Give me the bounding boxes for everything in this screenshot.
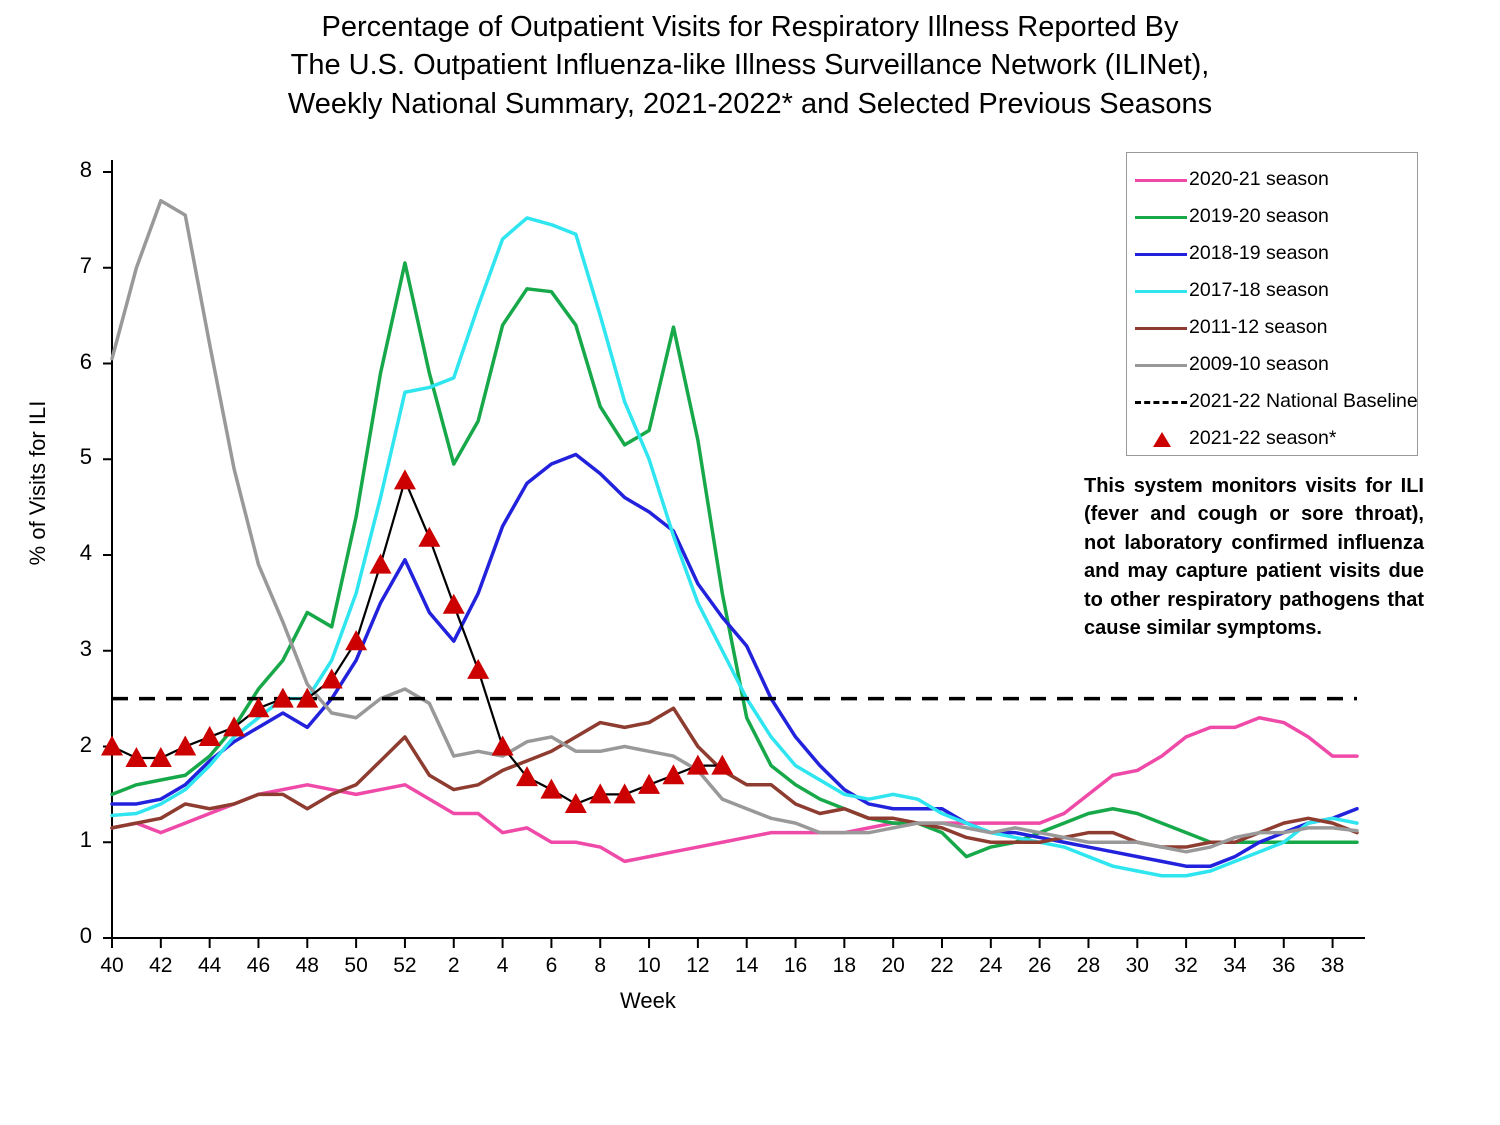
legend-label: 2009-10 season [1189, 353, 1329, 375]
x-tick-label: 48 [295, 954, 319, 977]
x-axis-label: Week [620, 988, 676, 1013]
x-tick-label: 50 [344, 954, 368, 977]
legend-item[interactable] [1127, 272, 1417, 309]
x-tick-label: 4 [496, 954, 509, 977]
title-line-1: Percentage of Outpatient Visits for Respiratory Illness Reported By [321, 11, 1179, 43]
x-tick-label: 38 [1320, 954, 1345, 977]
y-tick-label: 4 [79, 540, 92, 565]
y-tick-label: 7 [79, 252, 92, 278]
x-tick-label: 28 [1076, 954, 1101, 977]
legend-item[interactable] [1127, 161, 1417, 198]
x-tick-label: 14 [735, 954, 759, 977]
x-tick-label: 20 [881, 954, 905, 977]
legend-item[interactable] [1127, 346, 1417, 383]
legend-swatch-line-icon [1135, 171, 1187, 189]
x-tick-label: 42 [149, 954, 173, 977]
x-tick-label: 6 [545, 954, 558, 977]
y-tick-label: 0 [79, 923, 92, 948]
x-tick-label: 16 [783, 954, 808, 977]
legend-swatch-line-icon [1135, 356, 1187, 374]
legend-label: 2021-22 season* [1189, 427, 1337, 449]
title-line-3: Weekly National Summary, 2021-2022* and Selected Previous Seasons [287, 87, 1213, 120]
x-tick-label: 18 [832, 954, 857, 977]
legend-swatch-line-icon [1135, 245, 1187, 263]
legend-label: 2011-12 season [1189, 316, 1328, 338]
legend-label: 2019-20 season [1189, 205, 1329, 227]
legend-label: 2020-21 season [1189, 168, 1329, 190]
x-tick-label: 44 [197, 954, 222, 977]
legend-item[interactable] [1127, 309, 1417, 346]
legend-item[interactable] [1127, 420, 1417, 457]
x-tick-label: 52 [393, 954, 417, 977]
legend-item[interactable] [1127, 198, 1417, 235]
x-tick-label: 26 [1027, 954, 1052, 977]
legend-item[interactable] [1127, 383, 1417, 420]
x-tick-label: 30 [1125, 954, 1149, 977]
legend-swatch-line-icon [1135, 319, 1187, 337]
y-tick-label: 8 [79, 157, 92, 182]
x-tick-label: 34 [1223, 954, 1247, 977]
title-line-2: The U.S. Outpatient Influenza-like Illness Surveillance Network (ILINet), [290, 49, 1210, 82]
legend-swatch-dashed-icon [1135, 393, 1187, 411]
legend-swatch-line-icon [1135, 208, 1187, 226]
x-tick-label: 40 [100, 954, 124, 977]
x-tick-label: 2 [447, 954, 460, 977]
x-tick-label: 46 [246, 954, 271, 977]
legend-swatch-triangle-icon [1135, 430, 1187, 448]
legend-label: 2018-19 season [1189, 242, 1329, 264]
legend-label: 2021-22 National Baseline [1189, 390, 1418, 412]
legend-label: 2017-18 season [1189, 279, 1329, 301]
y-tick-label: 2 [79, 731, 92, 757]
x-tick-label: 24 [979, 954, 1003, 977]
y-tick-label: 1 [79, 827, 92, 853]
x-tick-label: 22 [930, 954, 954, 977]
x-tick-label: 12 [686, 954, 710, 977]
y-tick-label: 6 [79, 348, 92, 374]
x-tick-label: 32 [1174, 954, 1198, 977]
legend-swatch-line-icon [1135, 282, 1187, 300]
x-tick-label: 36 [1272, 954, 1296, 977]
y-tick-label: 3 [79, 635, 92, 661]
chart-note: This system monitors visits for ILI (fever and cough or sore throat), not laboratory confirmed influenza and may capture patient visits due to other respiratory pathogens that cause similar symptoms. [1084, 475, 1424, 639]
y-axis-label: % of Visits for ILI [25, 400, 50, 566]
y-tick-label: 5 [79, 444, 92, 470]
chart-legend [1126, 152, 1418, 456]
legend-item[interactable] [1127, 235, 1417, 272]
x-tick-label: 10 [637, 954, 661, 977]
x-tick-label: 8 [594, 954, 607, 977]
